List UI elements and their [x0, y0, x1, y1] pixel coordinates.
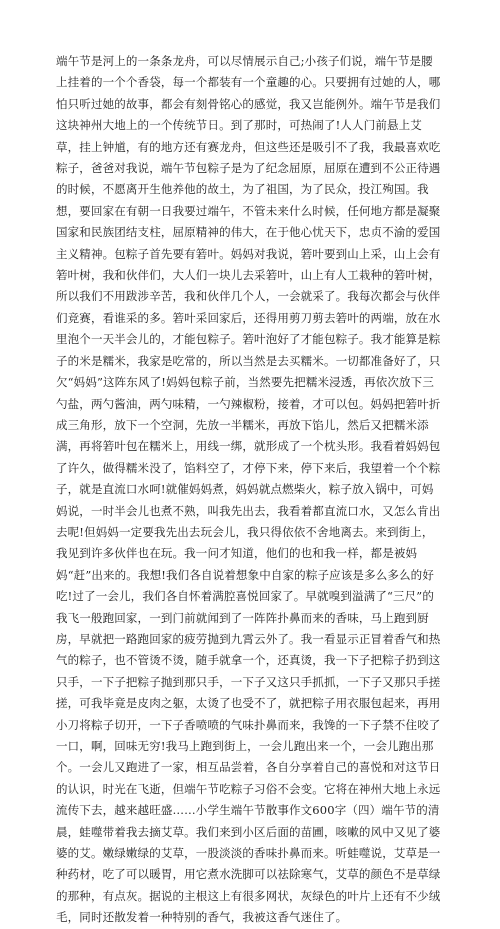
- body-paragraph: 端午节是河上的一条条龙舟，可以尽情展示自己;小孩子们说，端午节是腰上挂着的一个个香袋，每一个都装有一个童趣的心。只要拥有过她的人，哪怕只听过她的故事，都会有刻骨铭心的感觉，我又岂能例外。端午节是我们这块神州大地上的一个传统节日。到了那时，可热闹了!人人门前悬上艾草，挂上钟馗，有的地方还有赛龙舟，但这些还是吸引不了我，我最喜欢吃粽子，爸爸对我说，端午节包粽子是为了纪念屈原，屈原在遭到不公正待遇的时候，不愿离开生他养他的故土，为了祖国，为了民众，投江殉国。我想，要回家在有朝一日我要过端午，不管未来什么时候，任何地方都是凝聚国家和民族团结支柱，屈原精神的伟大，在于他心忧天下，忠贞不渝的爱国主义精神。包粽子首先要有箬叶。妈妈对我说，箬叶要到山上采，山上会有箬叶树，我和伙伴们，大人们一块儿去采箬叶，山上有人工栽种的箬叶树，所以我们不用跋涉辛苦，我和伙伴几个人，一会就采了。我每次都会与伙伴们竞赛，看谁采的多。箬叶采回家后，还得用剪刀剪去箬叶的两端，放在水里泡个一天半会儿的，才能包粽子。箬叶泡好了才能包粽子。我才能算是粽子的米是糯米，我家是吃常的，所以当然是去买糯米。一切都准备好了，只欠“妈妈”这阵东风了!妈妈包粽子前，当然要先把糯米浸透，再依次放下三勺盐，两勺酱油，两勺味精，一勺辣椒粉，接着，才可以包。妈妈把箬叶折成三角形，放下一个空洞，先放一半糯米，再放下馅儿，然后又把糯米添满，再将箬叶包在糯米上，用线一绑，就形成了一个枕头形。我看着妈妈包了许久，做得糯米没了，馅料空了，才停下来，停下来后，我望着一个个粽子，就是直流口水呵!就催妈妈煮，妈妈就点燃柴火，粽子放入锅中，可妈妈说，一时半会儿也煮不熟，叫我先出去，我看着都直流口水，又怎么肯出去呢!但妈妈一定要我先出去玩会儿，我只得依依不舍地离去。来到街上，我见到许多伙伴也在玩。我一问才知道，他们的也和我一样，都是被妈妈“赶”出来的。我想!我们各自说着想象中自家的粽子应该是多么多么的好吃!过了一会儿，我们各自怀着满腔喜悦回家了。早就嗅到溢满了“三尺”的我飞一般跑回家，一到门前就闻到了一阵阵扑鼻而来的香味，马上跑到厨房，早就把一路跑回家的疲劳抛到九霄云外了。我一看显示正冒着香气和热气的粽子，也不管烫不烫，随手就拿一个，还真烫，我一下子把粽子扔到这只手，一下子把粽子抛到那只手，一下子又这只手抓抓，一下子又那只手搓搓，可我毕竟是皮肉之躯，太烫了也受不了，就把粽子用衣服包起来，再用小刀将粽子切开，一下子香喷喷的气味扑鼻而来，我馋的一下子禁不住咬了一口，啊，回味无穷!我马上跑到街上，一会儿跑出来一个，一会儿跑出那个。一会儿又跑进了一家，相互品尝着，各自分享着自己的喜悦和对这节日的认识，时光在飞逝，但端午节吃粽子习俗不会变。它将在神州大地上永远流传下去，越来越旺盛……小学生端午节散事作文600字（四）端午节的清晨，蛙噬带着我去摘艾草。我们来到小区后面的苗圃，咳嗽的风中又见了婆婆的艾。嫩绿嫩绿的艾草，一股淡淡的香味扑鼻而来。听蛙噬说，艾草是一种药材，吃了可以暖胃，用它煮水洗脚可以祛除寒气，艾草的颜色不是草绿的那种，有点灰。据说的主根这上有很多网状，灰绿色的叶片上还有不少绒毛，同时还散发着一种特别的香气，我被这香气迷住了。: [56, 54, 441, 925]
